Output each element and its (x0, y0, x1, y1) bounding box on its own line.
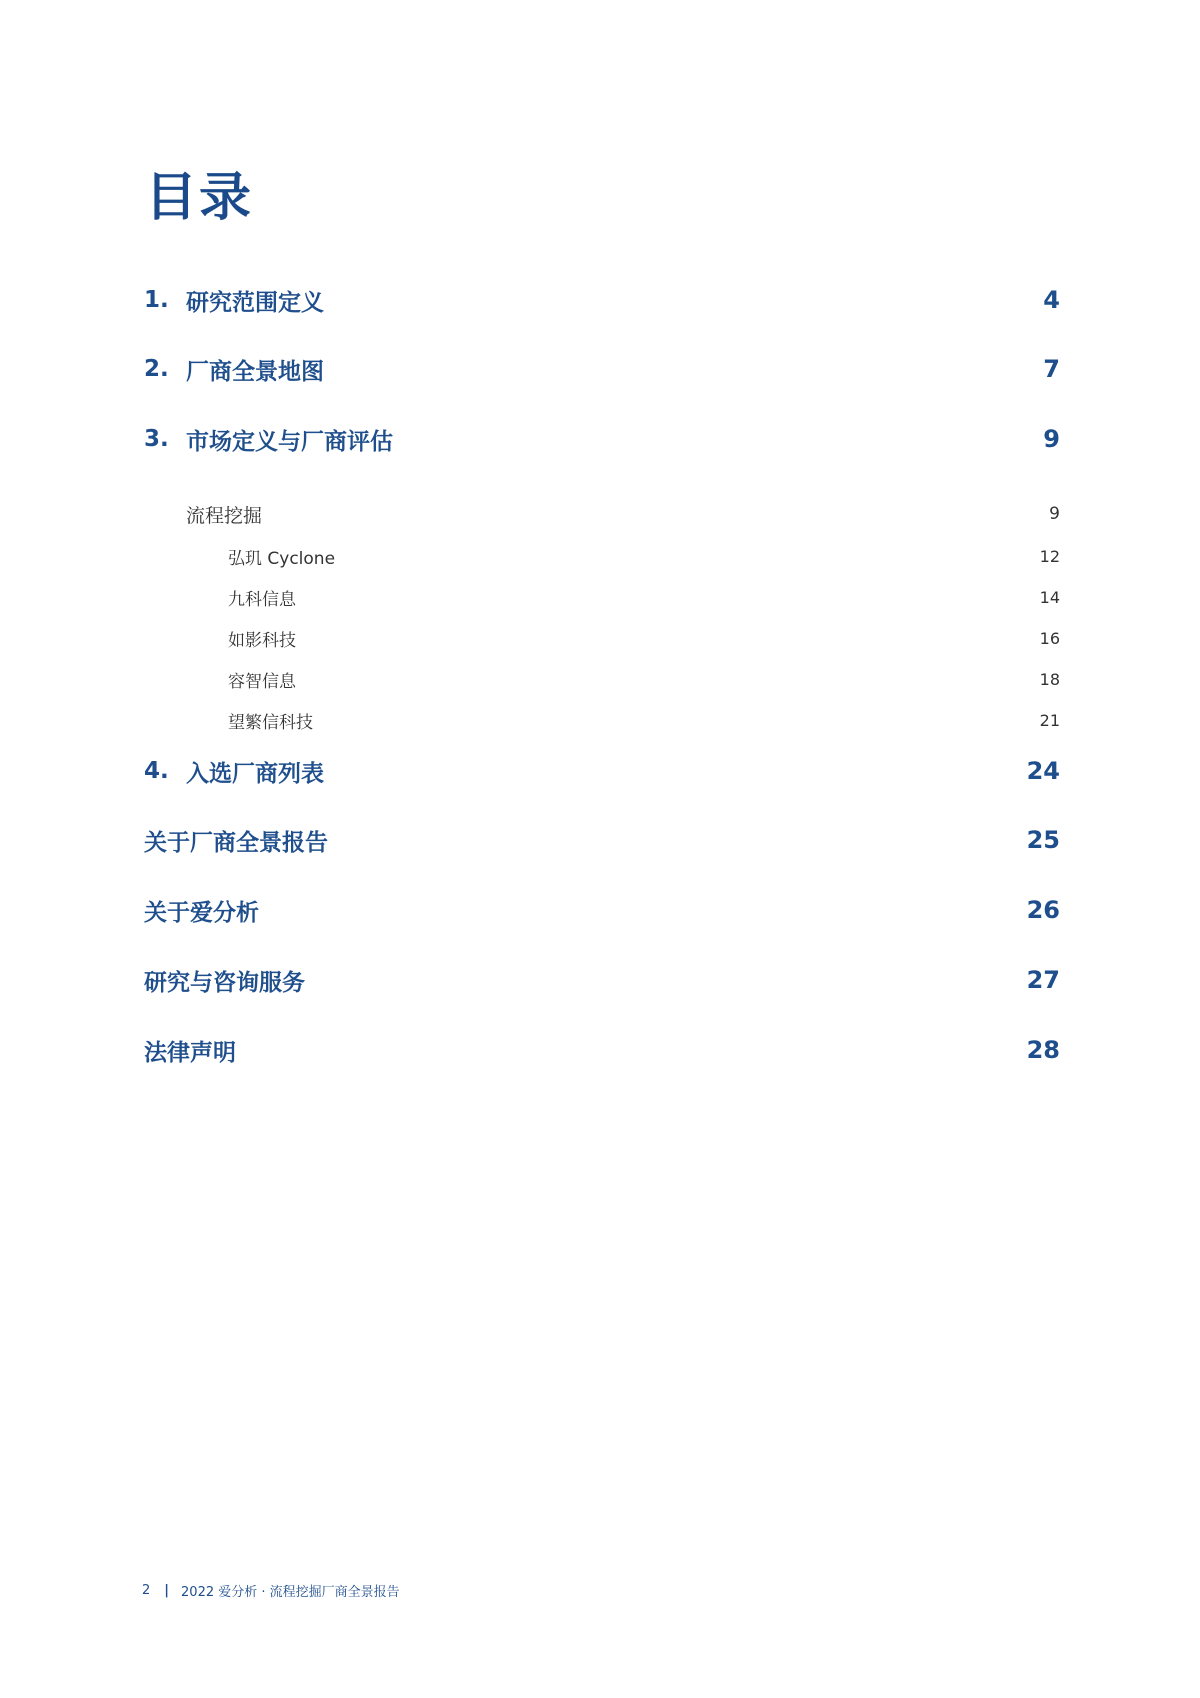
toc-vendor-entry[interactable] (144, 584, 1060, 610)
toc-vendor-label: 九科信息 (228, 589, 296, 610)
toc-entry[interactable] (144, 893, 1060, 927)
toc-vendor-page: 12 (1039, 546, 1060, 566)
toc-vendor-entry[interactable] (144, 707, 1060, 733)
toc-entry-page: 4 (1043, 286, 1060, 314)
toc-entry-page: 9 (1043, 425, 1060, 453)
toc-entry-number: 3. (144, 426, 169, 452)
toc-entry-page: 28 (1026, 1036, 1060, 1064)
toc-vendor-label: 弘玑 Cyclone (228, 548, 336, 569)
toc-vendor-entry[interactable] (144, 543, 1060, 569)
toc-entry-page: 26 (1026, 896, 1060, 924)
toc-entry-label: 入选厂商列表 (186, 760, 324, 787)
toc-entry-label: 厂商全景地图 (186, 358, 324, 385)
toc-vendor-page: 16 (1039, 628, 1060, 648)
toc-entry[interactable] (144, 1033, 1060, 1067)
page-title: 目录 (145, 168, 254, 228)
toc-vendor-page: 18 (1039, 669, 1060, 689)
toc-vendor-entry[interactable] (144, 666, 1060, 692)
toc-entry-label: 法律声明 (144, 1039, 236, 1066)
toc-entry-number: 4. (144, 758, 169, 784)
toc-entry-label: 关于厂商全景报告 (144, 829, 328, 856)
toc-entry[interactable] (144, 963, 1060, 997)
toc-entry-page: 25 (1026, 826, 1060, 854)
toc-entry[interactable] (144, 352, 1060, 386)
footer-separator: | (164, 1583, 170, 1598)
toc-vendor-page: 14 (1039, 587, 1060, 607)
toc-vendor-label: 容智信息 (228, 671, 296, 692)
toc-entry-label: 关于爱分析 (144, 899, 259, 926)
page-footer (142, 1581, 400, 1600)
toc-subentry-label: 流程挖掘 (186, 504, 263, 527)
toc-entry-page: 27 (1026, 966, 1060, 994)
toc-entry[interactable] (144, 754, 1060, 788)
toc-vendor-label: 望繁信科技 (228, 712, 313, 733)
toc-entry-label: 研究与咨询服务 (144, 969, 305, 996)
toc-vendor-entry[interactable] (144, 625, 1060, 651)
toc-entry[interactable] (144, 823, 1060, 857)
toc-subentry-page: 9 (1049, 504, 1060, 524)
toc-entry-page: 24 (1026, 757, 1060, 785)
toc-subentry[interactable] (144, 500, 1060, 528)
footer-report-title: 2022 爱分析 · 流程挖掘厂商全景报告 (181, 1585, 400, 1600)
toc-vendor-page: 21 (1039, 710, 1060, 730)
toc-entry-page: 7 (1043, 355, 1060, 383)
toc-entry-number: 1. (144, 287, 169, 313)
table-of-contents (144, 0, 1060, 1100)
toc-entry[interactable] (144, 283, 1060, 317)
toc-entry-number: 2. (144, 356, 169, 382)
toc-entry-label: 市场定义与厂商评估 (186, 428, 393, 455)
toc-vendor-label: 如影科技 (228, 630, 296, 651)
footer-page-number: 2 (142, 1583, 151, 1598)
toc-entry-label: 研究范围定义 (186, 289, 324, 316)
toc-entry[interactable] (144, 422, 1060, 456)
